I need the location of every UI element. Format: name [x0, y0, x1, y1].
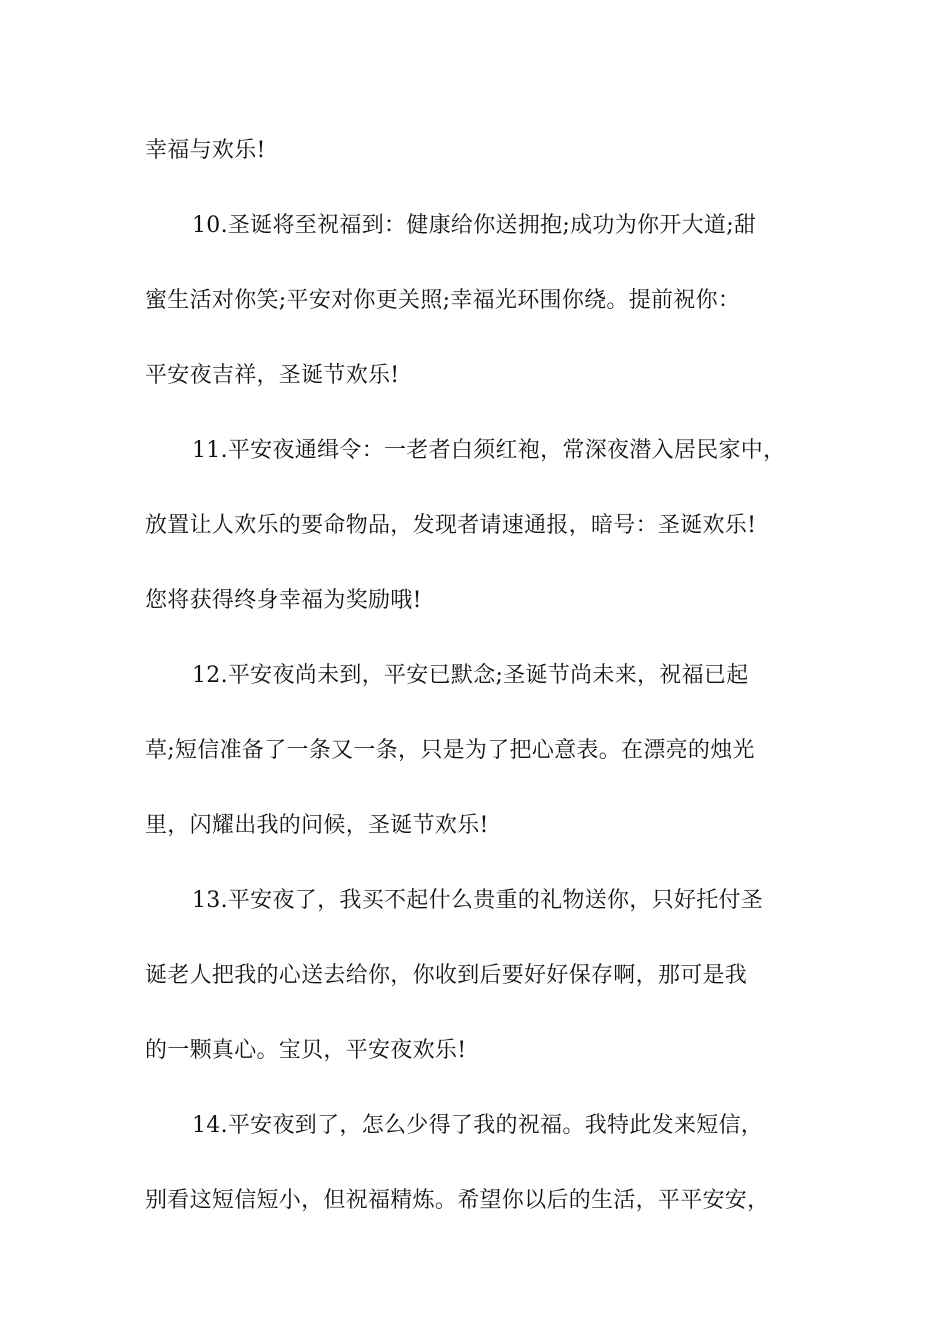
- text-line: 13.平安夜了，我买不起什么贵重的礼物送你，只好托付圣: [192, 888, 764, 913]
- text-line: 幸福与欢乐!: [145, 138, 266, 163]
- text-line: 蜜生活对你笑;平安对你更关照;幸福光环围你绕。提前祝你：: [145, 288, 741, 313]
- text-line: 诞老人把我的心送去给你，你收到后要好好保存啊，那可是我: [145, 963, 748, 988]
- text-line: 别看这短信短小，但祝福精炼。希望你以后的生活，平平安安，: [145, 1188, 770, 1213]
- text-line: 11.平安夜通缉令：一老者白须红袍，常深夜潜入居民家中，: [192, 438, 786, 463]
- text-line: 12.平安夜尚未到，平安已默念;圣诞节尚未来，祝福已起: [192, 663, 749, 688]
- text-line: 的一颗真心。宝贝，平安夜欢乐!: [145, 1038, 467, 1063]
- text-line: 您将获得终身幸福为奖励哦!: [145, 588, 422, 613]
- text-line: 草;短信准备了一条又一条，只是为了把心意表。在漂亮的烛光: [145, 738, 755, 763]
- text-line: 放置让人欢乐的要命物品，发现者请速通报，暗号：圣诞欢乐!: [145, 513, 757, 538]
- text-line: 平安夜吉祥，圣诞节欢乐!: [145, 363, 400, 388]
- text-line: 10.圣诞将至祝福到：健康给你送拥抱;成功为你开大道;甜: [192, 213, 757, 238]
- text-line: 里，闪耀出我的问候，圣诞节欢乐!: [145, 813, 489, 838]
- text-line: 14.平安夜到了，怎么少得了我的祝福。我特此发来短信，: [192, 1113, 764, 1138]
